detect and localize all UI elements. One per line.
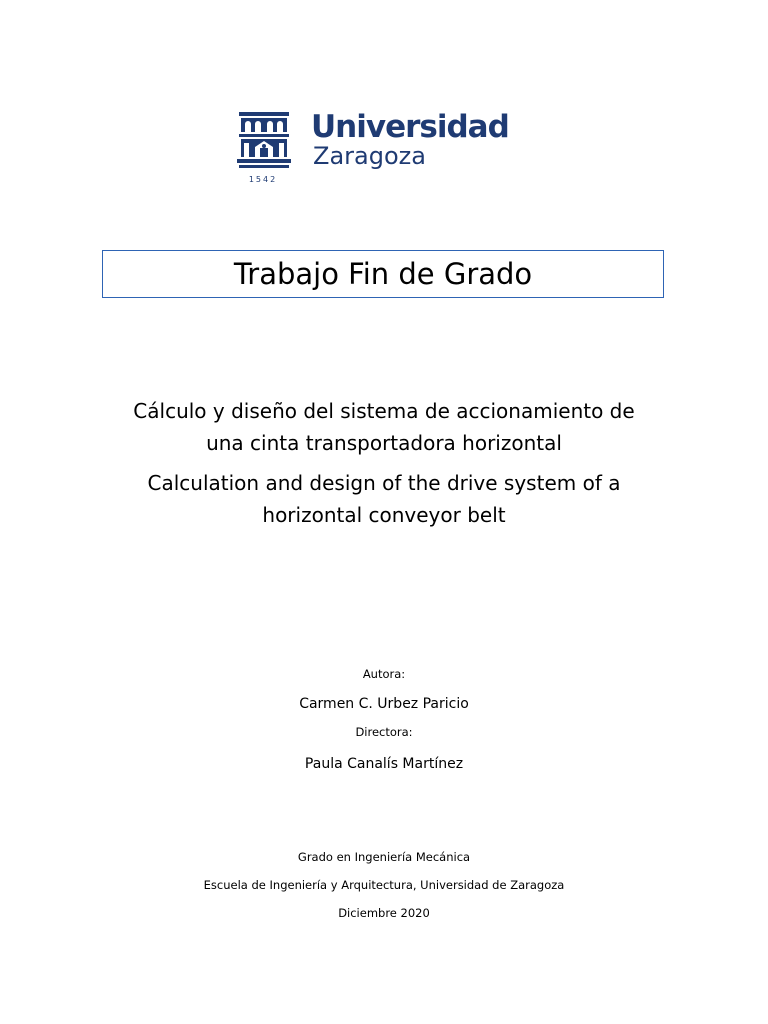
author-label: Autora: (362, 667, 406, 681)
university-name-line1: Universidad (311, 109, 509, 145)
title-spanish-line1: Cálculo y diseño del sistema de accionamiento de (133, 399, 635, 423)
title-english (0, 467, 768, 531)
title-english-line2: horizontal conveyor belt (262, 503, 506, 527)
document-type-title: Trabajo Fin de Grado (233, 257, 533, 291)
author-name: Carmen C. Urbez Paricio (299, 696, 469, 712)
university-founding-year: 1542 (248, 175, 278, 184)
director-name: Paula Canalís Martínez (304, 756, 464, 772)
degree-name: Grado en Ingeniería Mecánica (297, 850, 471, 864)
university-logo (236, 108, 509, 188)
school-name: Escuela de Ingeniería y Arquitectura, Universidad de Zaragoza (203, 878, 565, 892)
title-spanish-line2: una cinta transportadora horizontal (206, 431, 562, 455)
submission-date: Diciembre 2020 (338, 906, 430, 920)
title-english-line1: Calculation and design of the drive system of a (147, 471, 621, 495)
title-spanish (0, 395, 768, 459)
university-building-emblem-icon (236, 108, 292, 174)
director-label: Directora: (355, 725, 413, 739)
document-type-box (102, 250, 664, 298)
university-name-line2: Zaragoza (313, 142, 426, 170)
